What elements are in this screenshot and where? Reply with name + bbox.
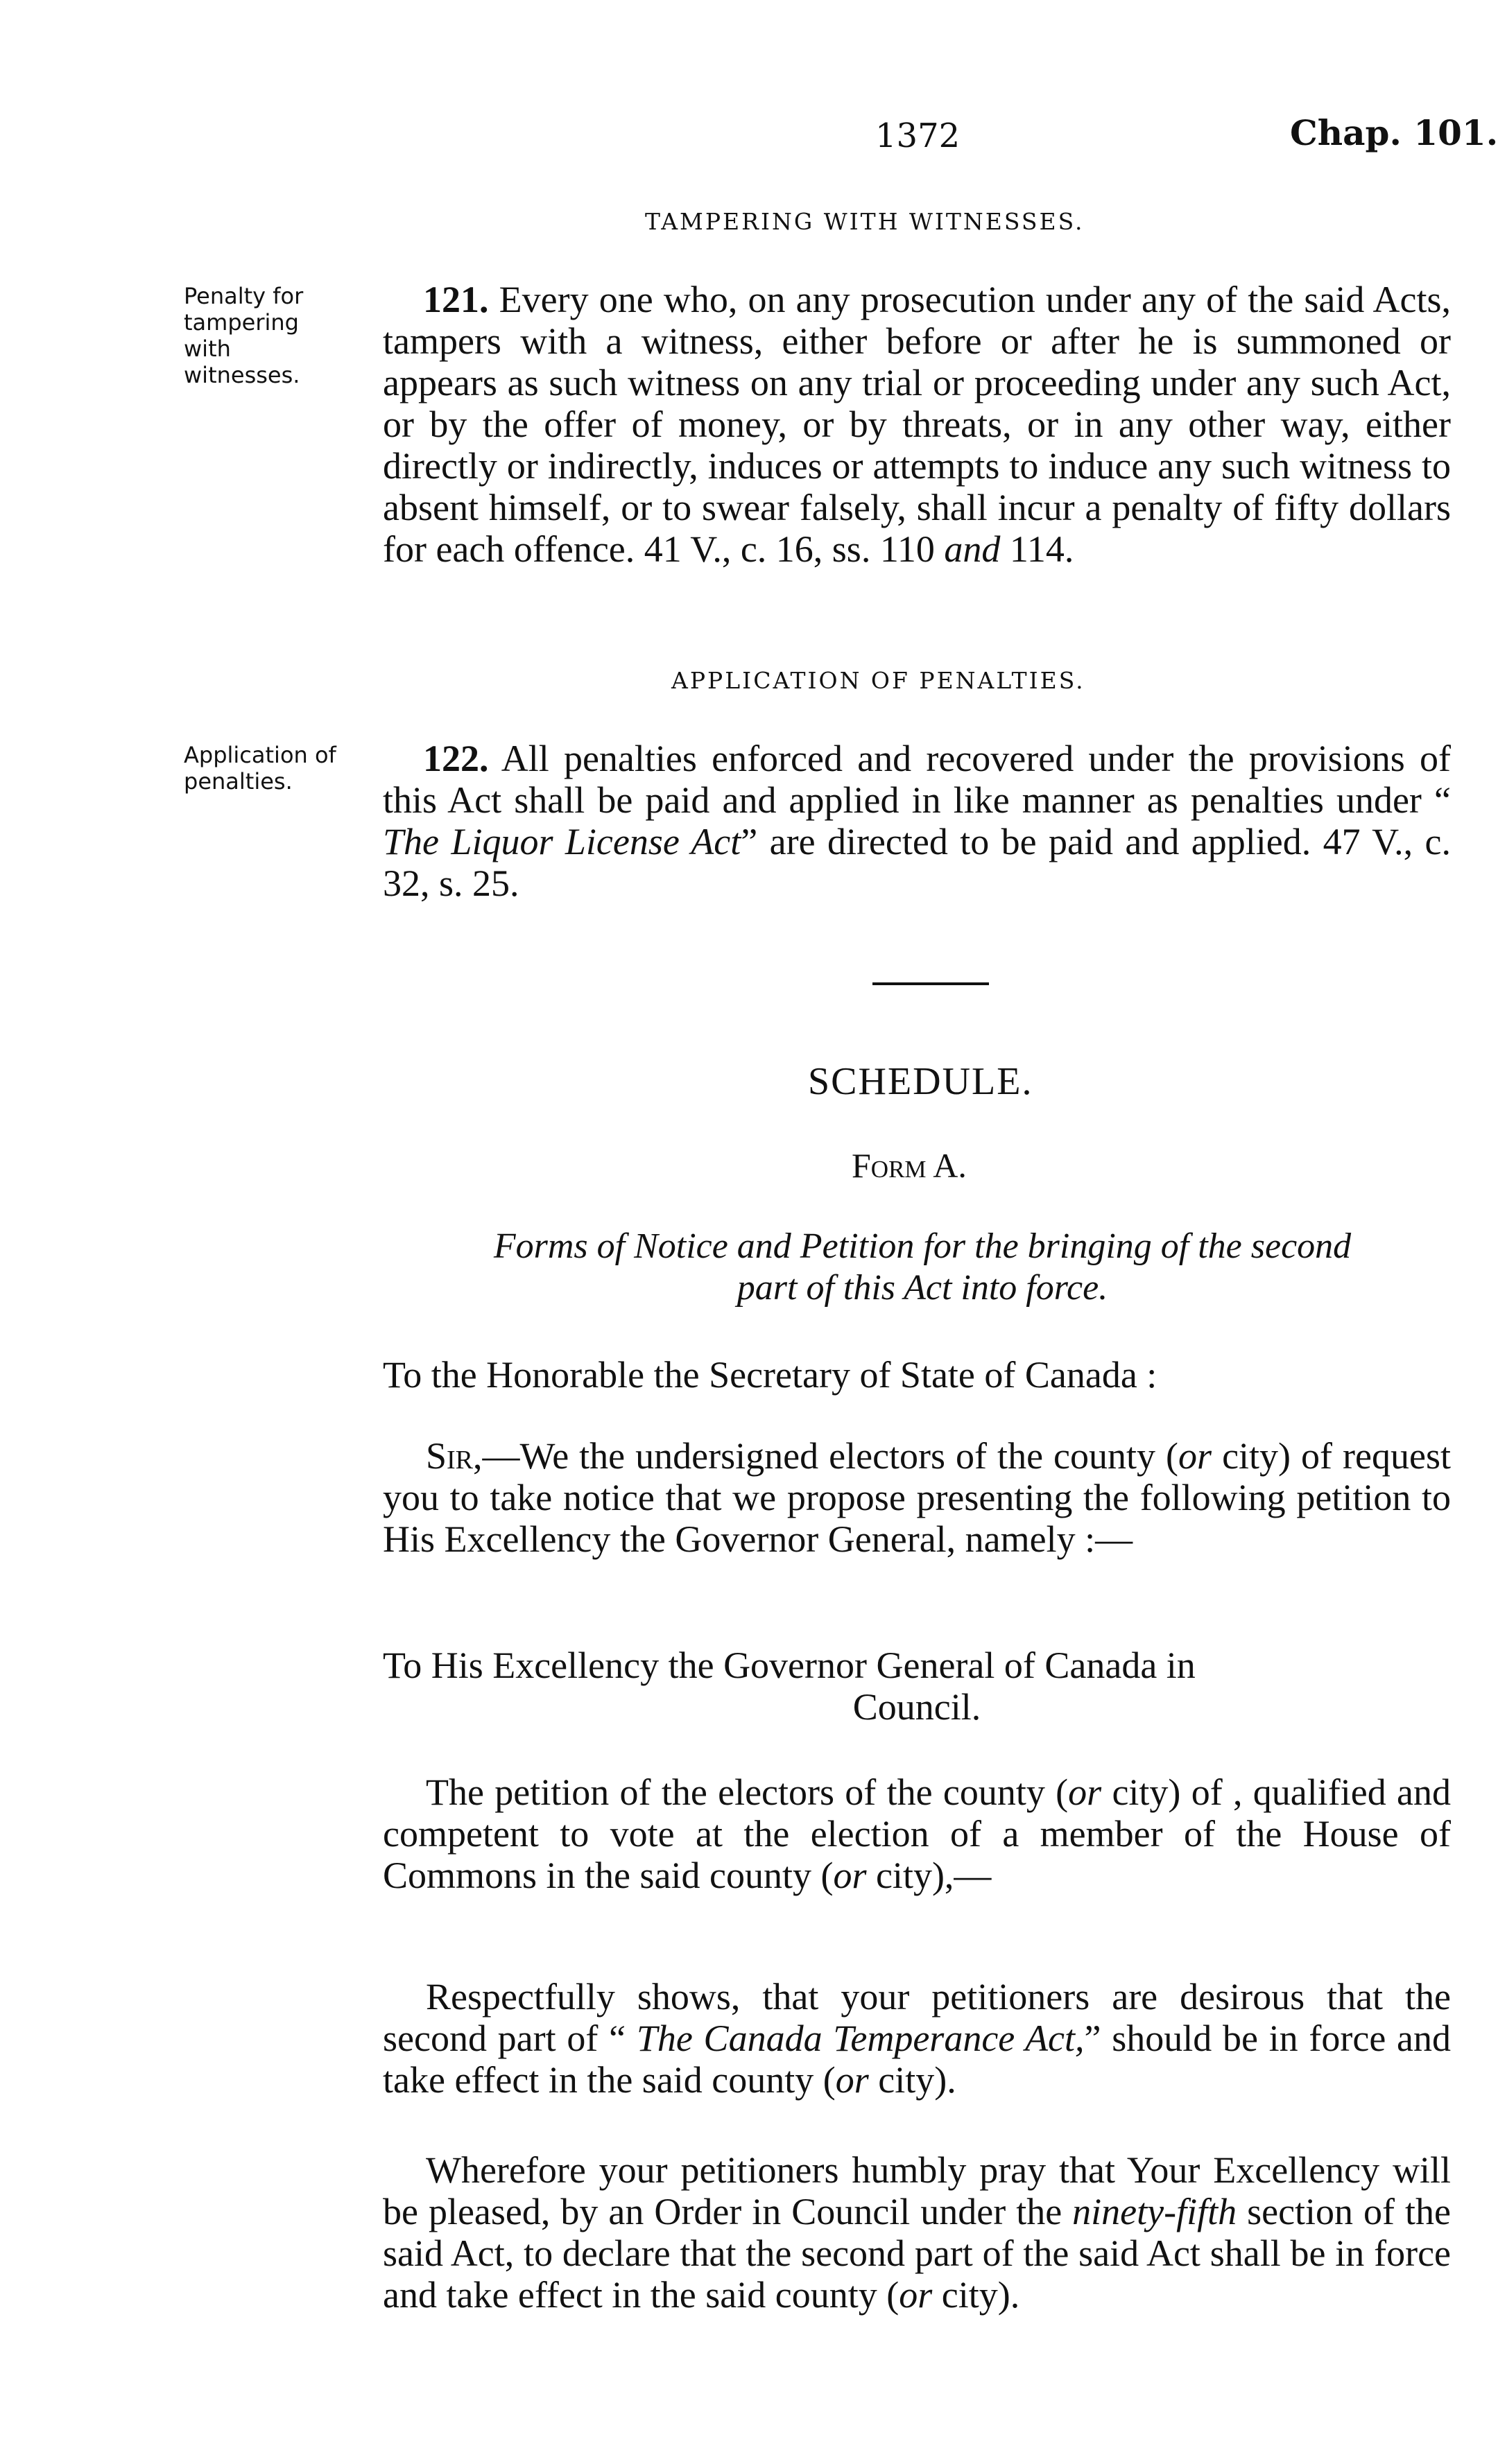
section-122-margin-note: Application of penalties.	[184, 742, 336, 795]
chapter-label: Chap. 101.	[1290, 112, 1498, 153]
section-121-body	[383, 279, 1451, 570]
to-excellency-heading: To His Excellency the Governor General of Canada in Council.	[383, 1645, 1196, 1728]
page-number: 1372	[875, 116, 961, 155]
section-122-body: 122. All penalties enforced and recovered under the provisions of this Act shall be paid and applied in like manner as penalties under “ The Liquor License Act” are directed to be paid and applied. 47 V., c. 32, s. 25.	[383, 738, 1452, 904]
respectfully-shows-paragraph: Respectfully shows, that your petitioners are desirous that the second part of “ The Canada Temperance Act,” should be in force and take effect in the said county (or city).	[383, 1976, 1451, 2101]
petition-paragraph: The petition of the electors of the county (or city) of , qualified and competent to vote at the election of a member of the House of Commons in the said county (or city),—	[383, 1771, 1451, 1896]
address-line: To the Honorable the Secretary of State of Canada :	[383, 1354, 1157, 1396]
canada-temperance-act-title: The Canada Temperance Act,	[636, 2018, 1085, 2059]
section-121-citation: 41 V., c. 16, ss. 110 and 114.	[644, 528, 1074, 570]
schedule-title: SCHEDULE.	[808, 1060, 1033, 1103]
section-122-number: 122.	[423, 738, 489, 779]
section-divider-rule	[872, 982, 989, 985]
wherefore-paragraph: Wherefore your petitioners humbly pray that Your Excellency will be pleased, by an Order in Council under the ninety-fifth section of the said Act, to declare that the second part of the said Act shall be in force and take effect in the said county (or city).	[383, 2149, 1451, 2316]
section-122-heading: APPLICATION OF PENALTIES.	[671, 667, 1085, 694]
forms-title: Forms of Notice and Petition for the bringing of the second part of this Act into force.	[493, 1226, 1352, 1308]
section-121-number: 121.	[423, 279, 489, 320]
liquor-license-act-title: The Liquor License Act	[383, 821, 741, 862]
section-121-text: Every one who, on any prosecution under any of the said Acts, tampers with a witness, either before or after he is summoned or appears as such witness on any trial or proceeding under any such Act, or by the offer of money, or by threats, or in any other way, either directly or indirectly, induces or attempts to induce any such witness to absent himself, or to swear falsely, shall incur a penalty of fifty dollars for each offence.	[383, 279, 1451, 570]
notice-paragraph: Sir,—We the undersigned electors of the county (or city) of request you to take notice that we propose presenting the following petition to His Excellency the Governor General, namely :—	[383, 1435, 1451, 1560]
section-121-margin-note: Penalty for tampering with witnesses.	[184, 283, 304, 388]
section-121-heading: TAMPERING WITH WITNESSES.	[645, 208, 1085, 235]
form-a-label: Form A.	[852, 1146, 967, 1185]
